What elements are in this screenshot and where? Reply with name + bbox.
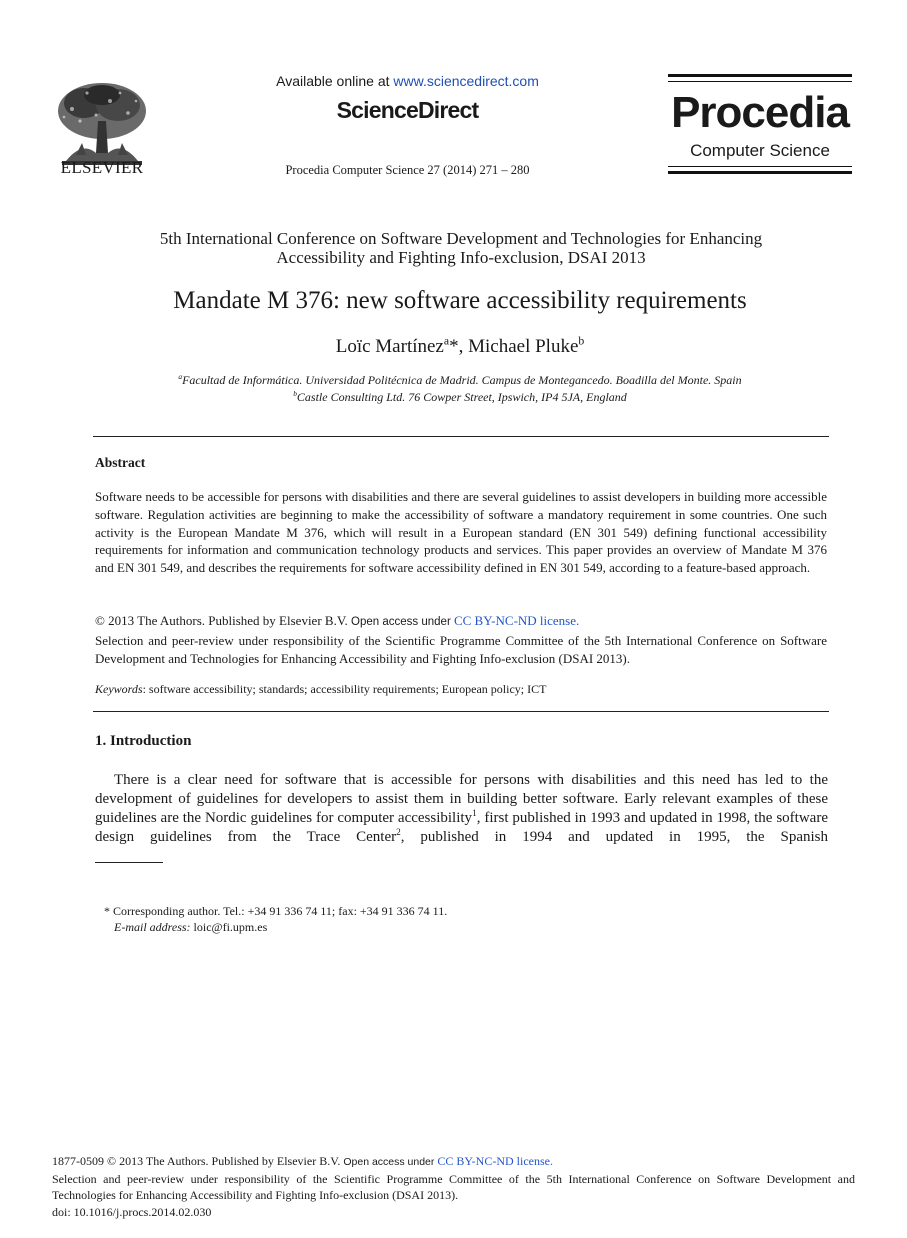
footnote-ref-2: 2 xyxy=(396,828,401,838)
available-prefix: Available online at xyxy=(276,73,394,89)
doi-line[interactable]: doi: 10.1016/j.procs.2014.02.030 xyxy=(52,1204,212,1219)
logo-rule-bottom-thin xyxy=(668,166,852,167)
bottom-publication-info xyxy=(52,1153,855,1220)
author-2: Michael Pluke xyxy=(468,336,579,357)
affiliation-a-text: Facultad de Informática. Universidad Politécnica de Madrid. Campus de Montegancedo. Boadilla del Monte. Spain xyxy=(182,373,742,387)
corresponding-author-footnote xyxy=(104,903,447,935)
author-2-affiliation: b xyxy=(578,334,585,348)
affiliation-b-mark: b xyxy=(293,389,297,398)
footnote-contact: * Corresponding author. Tel.: +34 91 336 74 11; fax: +34 91 336 74 11. xyxy=(104,904,448,918)
issn-text: 1877-0509 © 2013 The Authors. Published by Elsevier B.V. xyxy=(52,1154,344,1168)
procedia-logo-title: Procedia xyxy=(671,88,849,137)
footnote-email-line xyxy=(104,919,447,935)
bottom-license-link[interactable]: CC BY-NC-ND license. xyxy=(437,1154,553,1168)
introduction-paragraph xyxy=(95,771,828,847)
license-link[interactable]: CC BY-NC-ND license. xyxy=(453,613,580,628)
logo-rule-bottom xyxy=(668,171,852,174)
intro-text-part-1: There is a clear need for software that is accessible for persons with disabilities and this need has led to the development of guidelines for developers to assist them in building better software. Early relevant examples of these guidelines are the Nordic guidelines for computer accessibility xyxy=(95,772,828,826)
divider-top xyxy=(93,436,829,437)
author-1-affiliation: a xyxy=(443,334,450,348)
paper-title: Mandate M 376: new software accessibility requirements xyxy=(173,287,747,314)
footnote-ref-1: 1 xyxy=(472,809,477,819)
keywords-line xyxy=(95,682,546,697)
copyright-block xyxy=(95,612,827,667)
logo-rule-top-thin xyxy=(668,81,852,82)
affiliation-a xyxy=(60,372,860,389)
affiliation-a-mark: a xyxy=(178,372,183,381)
email-label: E-mail address: xyxy=(114,920,191,934)
author-list xyxy=(60,336,860,358)
available-online-line xyxy=(230,73,585,89)
affiliation-b-text: Castle Consulting Ltd. 76 Cowper Street, Ipswich, IP4 5JA, England xyxy=(296,390,627,404)
copyright-line xyxy=(95,612,827,632)
author-1: Loïc Martínez xyxy=(335,336,444,357)
section-heading-introduction: 1. Introduction xyxy=(95,733,192,749)
affiliation-b xyxy=(60,389,860,406)
peer-review-text: Selection and peer-review under responsibility of the Scientific Programme Committee of the 5th International Conference on Software Development and Technologies for Enhancing Accessibility and Fighting Info-exclusion (DSAI 2013). xyxy=(95,632,827,666)
open-access-text: Open access under xyxy=(351,616,454,628)
issn-line xyxy=(52,1153,855,1171)
divider-bottom xyxy=(93,711,829,712)
logo-rule-top xyxy=(668,74,852,77)
copyright-text: © 2013 The Authors. Published by Elsevier B.V. xyxy=(95,613,352,628)
procedia-logo xyxy=(668,74,852,176)
conference-line-2: Accessibility and Fighting Info-exclusion, DSAI 2013 xyxy=(276,248,646,267)
intro-text-part-3: , published in 1994 and updated in 1995, the Spanish xyxy=(400,829,828,845)
journal-reference: Procedia Computer Science 27 (2014) 271 – 280 xyxy=(285,163,530,177)
bottom-peer-review: Selection and peer-review under responsibility of the Scientific Programme Committee of the 5th International Conference on Software Development and Technologies for Enhancing Accessibility and Fighting Info-exclusion (DSAI 2013). xyxy=(52,1171,855,1202)
conference-name xyxy=(95,229,827,267)
keywords-text: : software accessibility; standards; accessibility requirements; European policy; ICT xyxy=(142,682,547,696)
abstract-heading: Abstract xyxy=(95,455,146,470)
procedia-logo-subtitle: Computer Science xyxy=(690,141,830,160)
publisher-wordmark: ELSEVIER xyxy=(60,158,144,177)
conference-line-1: 5th International Conference on Software Development and Technologies for Enhancing xyxy=(159,229,763,248)
intro-text-part-2: , first published in 1993 and updated in 1998, the software design guidelines from the Trace Center xyxy=(95,810,828,845)
sciencedirect-wordmark: ScienceDirect xyxy=(336,97,479,123)
footnote-rule xyxy=(95,862,163,863)
abstract-text: Software needs to be accessible for persons with disabilities and there are several guidelines to assist developers in building more accessible software. Regulation activities are beginning to make the accessibility of software a mandatory requirement in some countries. One such activity is the European Mandate M 376, which will result in a European standard (EN 301 549) defining functional accessibility requirements for information and communication technology products and services. This paper provides an overview of Mandate M 376 and EN 301 549, and describes the requirements for software accessibility defined in EN 301 549, according to a feature-based approach. xyxy=(95,489,827,576)
email-address: loic@fi.upm.es xyxy=(190,920,268,934)
sciencedirect-link[interactable]: www.sciencedirect.com xyxy=(393,73,539,89)
keywords-label: Keywords xyxy=(95,682,143,696)
corresponding-mark: *, xyxy=(449,336,469,357)
bottom-open-access-text: Open access under xyxy=(343,1156,438,1168)
affiliations xyxy=(60,372,860,406)
